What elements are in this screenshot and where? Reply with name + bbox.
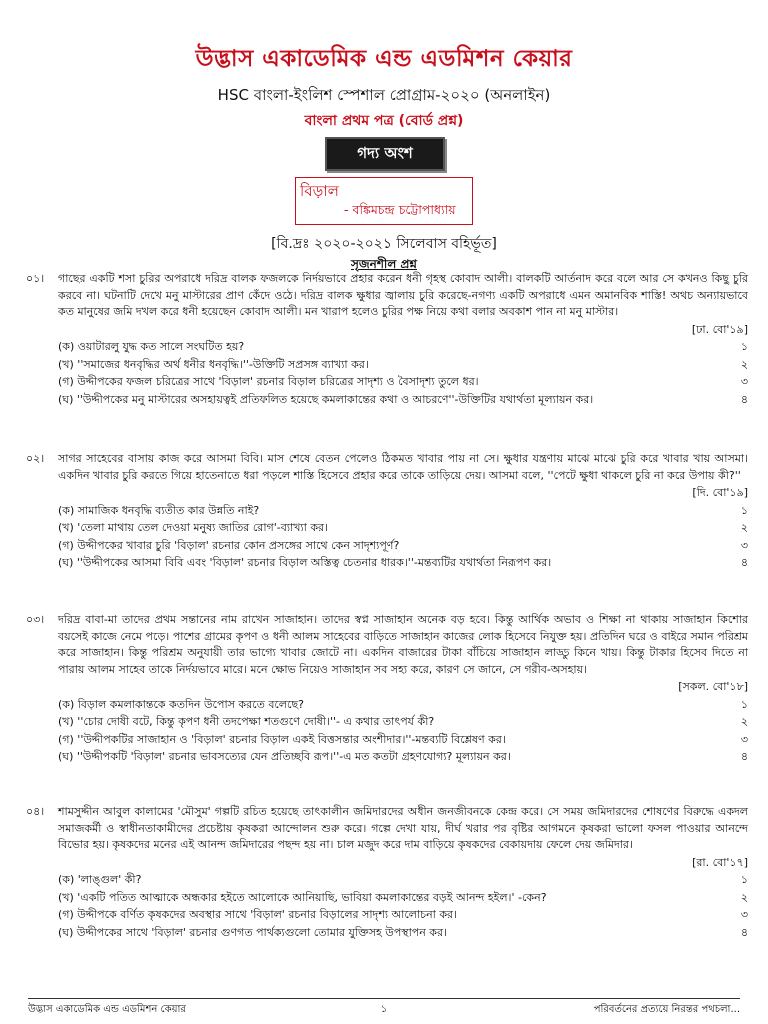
sub-question-text: (খ) 'তেলা মাথায় তেল দেওয়া মনুষ্য জাতির রোগ'-ব্যাখ্যা কর। <box>58 521 329 534</box>
sub-question-marks: ২ <box>740 521 748 534</box>
page-footer <box>28 998 740 1015</box>
sub-question <box>58 503 748 520</box>
sub-question-text: (খ) ''চোর দোষী বটে, কিন্তু কৃপণ ধনী তদপেক্ষা শতগুণে দোষী।''- এ কথার তাৎপর্য কী? <box>58 715 435 728</box>
sub-question <box>58 392 748 409</box>
sub-question-marks: ৩ <box>740 538 748 552</box>
program-subtitle: HSC বাংলা-ইংলিশ স্পেশাল প্রোগ্রাম-২০২০ (অনলাইন) <box>217 86 551 104</box>
sub-question-text: (ক) ওয়াটারলু যুদ্ধ কত সালে সংঘটিত হয়? <box>58 340 245 353</box>
sub-question-marks: ৪ <box>740 392 748 406</box>
creative-question-label: সৃজনশীল প্রশ্ন <box>351 257 417 271</box>
sub-question-text: (গ) উদ্দীপকের ফজল চরিত্রের সাথে 'বিড়াল' রচনার বিড়াল চরিত্রের সাদৃশ্য ও বৈসাদৃশ্য তুলে ধর। <box>58 375 479 388</box>
sub-question-text: (ক) বিড়াল কমলাকান্তকে কতদিন উপোস করতে বলেছে? <box>58 697 304 711</box>
question-source: [দি. বো'১৯] <box>692 486 748 499</box>
sub-question-text: (ঘ) উদ্দীপকের সাথে 'বিড়াল' রচনার গুণগত পার্থক্যগুলো তোমার যুক্তিসহ উপস্থাপন কর। <box>58 925 447 939</box>
sub-question-marks: ১ <box>740 340 748 353</box>
sub-question-marks: ১ <box>740 503 748 517</box>
question-1 <box>26 271 748 408</box>
sub-question-text: (ঘ) ''উদ্দীপকটি 'বিড়াল' রচনার ভাবসত্যের যেন প্রতিচ্ছবি রূপ।''-এ মত কতটা গ্রহণযোগ্য? মূল্যায়ন কর। <box>58 750 511 763</box>
section-badge: গদ্য অংশ <box>325 137 445 171</box>
sub-question <box>58 925 748 942</box>
page-number: ১ <box>380 1004 388 1015</box>
sub-question-marks: ৪ <box>740 925 748 939</box>
sub-question <box>58 555 748 572</box>
question-number: ০৪। <box>26 805 45 818</box>
sub-question-text: (গ) ''উদ্দীপকটির সাজাহান ও 'বিড়াল' রচনার বিড়াল একই বিত্তসন্তার অংশীদার।''-মন্তব্যটি বিশ্লেষণ কর। <box>58 732 506 746</box>
sub-question-marks: ৪ <box>740 556 748 569</box>
question-3 <box>26 612 748 766</box>
question-stem: শামসুদ্দীন আবুল কালামের 'মৌসুম' গল্পটি রচিত হয়েছে তাৎকালীন জমিদারদের অধীন জনজীবনকে কেন্দ্র করে। সে সময় জমিদারদের শোষণের বিরুদ্ধে একদল সমাজকর্মী ও স্বাধীনতাকামীদের প্রচেষ্টায় কৃষকরা আন্দোলন শুরু করে। গল্পে দেখা যায়, দীর্ঘ খরার পর বৃষ্টির আগমনে কৃষকরা ভালো ফসল পাওয়ার আনন্দে বিভোর হয়। কৃষকদের মনের এই আনন্দ জমিদারের পছন্দ হয় না। চাল মজুদ করে দাম বাড়িয়ে কৃষকদের বেকায়দায় ফেলে দেয় জমিদার। <box>58 805 748 851</box>
sub-question-marks: ৩ <box>740 732 748 746</box>
sub-question <box>58 339 748 356</box>
sub-question-marks: ১ <box>740 697 748 711</box>
sub-question-marks: ২ <box>740 357 748 371</box>
question-number: ০৩। <box>26 613 45 626</box>
sub-question-marks: ২ <box>740 715 748 728</box>
sub-question <box>58 907 748 924</box>
sub-question-marks: ৩ <box>740 908 748 921</box>
story-title: বিড়াল <box>300 182 339 200</box>
sub-question-text: (ঘ) ''উদ্দীপকের আসমা বিবি এবং 'বিড়াল' রচনার বিড়াল অস্তিত্ব চেতনার ধারক।''-মন্তব্যটির যথার্থতা নিরূপণ কর। <box>58 556 552 569</box>
sub-question-marks: ২ <box>740 890 748 904</box>
question-2 <box>26 451 748 572</box>
sub-question <box>58 697 748 714</box>
paper-title: বাংলা প্রথম পত্র (বোর্ড প্রশ্ন) <box>304 113 464 129</box>
sub-question <box>58 732 748 749</box>
sub-question-marks: ১ <box>740 873 748 886</box>
question-stem: সাগর সাহেবের বাসায় কাজ করে আসমা বিবি। মাস শেষে বেতন পেলেও ঠিকমত খাবার পায় না সে। ক্ষুধার যন্ত্রণায় মাঝে মাঝে চুরি করে খাবার খায় আসমা। একদিন খাবার চুরি করতে গিয়ে হাতেনাতে ধরা পড়লে শাস্তি হিসেবে প্রহার করে তাকে তাড়িয়ে দেয়। আসমা বলে, ''পেটে ক্ষুধা থাকলে চুরি না করে উপায় কী?'' <box>58 452 748 482</box>
sub-question <box>58 374 748 391</box>
question-number: ০২। <box>26 452 45 465</box>
sub-question-text: (ক) 'লাঙ্গুল' কী? <box>58 873 142 886</box>
sub-question-text: (ক) সামাজিক ধনবৃদ্ধি ব্যতীত কার উন্নতি নাই? <box>58 503 260 517</box>
question-source: [রা. বো'১৭] <box>692 855 748 869</box>
story-title-box <box>295 177 473 225</box>
sub-question <box>58 749 748 766</box>
story-author: - বঙ্কিমচন্দ্র চট্টোপাধ্যায় <box>344 202 456 217</box>
sub-question <box>58 538 748 555</box>
sub-question <box>58 714 748 731</box>
sub-question-text: (গ) উদ্দীপকের খাবার চুরি 'বিড়াল' রচনার কোন প্রসঙ্গের সাথে কেন সাদৃশ্যপূর্ণ? <box>58 538 400 552</box>
sub-question <box>58 520 748 537</box>
institution-title: উদ্ভাস একাডেমিক এন্ড এডমিশন কেয়ার <box>195 46 573 72</box>
question-stem: গাছের একটি শসা চুরির অপরাধে দরিদ্র বালক ফজলকে নির্দয়ভাবে প্রহার করেন ধনী গৃহস্থ কোবাদ আলী। বালকটি আর্তনাদ করে বলে আর সে কখনও কিছু চুরি করবে না। ঘটনাটি দেখে মনু মাস্টারের প্রাণ কেঁদে ওঠে। দরিদ্র বালক ক্ষুধার জ্বালায় চুরি করেছে-নগণ্য একটি অপরাধে এমন অমানবিক শাস্তি! অথচ অন্যায়ভাবে কত মানুষের জমি দখল করে ধনী হয়েছেন কোবাদ আলী। মন খারাপ হলেও চুরির পক্ষ নিয়ে কথা বলার অবকাশ পান না মনু মাস্টার। <box>58 272 748 318</box>
sub-question-text: (গ) উদ্দীপকে বর্ণিত কৃষকদের অবস্থার সাথে 'বিড়াল' রচনার বিড়ালের সাদৃশ্য আলোচনা কর। <box>58 908 458 921</box>
sub-question-marks: ৩ <box>740 375 748 388</box>
question-source: [ঢা. বো'১৯] <box>691 322 748 336</box>
footer-institution: উদ্ভাস একাডেমিক এন্ড এডমিশন কেয়ার <box>28 1004 186 1015</box>
sub-question <box>58 357 748 374</box>
sub-question-marks: ৪ <box>740 750 748 763</box>
question-stem: দরিদ্র বাবা-মা তাদের প্রথম সন্তানের নাম রাখেন সাজাহান। তাদের স্বপ্ন সাজাহান অনেক বড় হবে। কিন্তু আর্থিক অভাব ও শিক্ষা না থাকায় সাজাহান কিশোর বয়সেই কাজে নেমে পড়ে। পাশের গ্রামের কৃপণ ও ধনী আলম সাহেবের বাড়িতে সাজাহান কাজের লোক হিসেবে নিযুক্ত হয়। প্রতিদিন ঘরে ও বাইরে সমান পরিশ্রম করে সাজাহান। কিন্তু পরিশ্রম অনুযায়ী তার ভাগ্যে খাবার জোটে না। একদিন বাজারের টাকা বাঁচিয়ে সাজাহান লাড্ডু কিনে খায়। কিন্তু টাকার হিসেব দিতে না পারায় আলম সাহেব তাকে নির্দয়ভাবে মারে। মনে ক্ষোভ নিয়েও সাজাহান সব সহ্য করে, কারণ সে জানে, সে গরীব-অসহায়। <box>58 613 748 676</box>
sub-question <box>58 890 748 907</box>
sub-question-text: (ঘ) ''উদ্দীপকের মনু মাস্টারের অসহায়ত্বই প্রতিফলিত হয়েছে কমলাকান্তের কথা ও আচরণে''-উক্তিটির যথার্থতা মূল্যায়ন কর। <box>58 392 594 406</box>
sub-question-text: (খ) 'একটি পতিত আত্মাকে অন্ধকার হইতে আলোকে আনিয়াছি, ভাবিয়া কমলাকান্তের বড়ই আনন্দ হইল।' -কেন? <box>58 890 547 904</box>
footer-tagline: পরিবর্তনের প্রত্যয়ে নিরন্তর পথচলা... <box>593 1004 740 1015</box>
question-4 <box>26 804 748 941</box>
question-number: ০১। <box>26 272 45 285</box>
syllabus-note: [বি.দ্রঃ ২০২০-২০২১ সিলেবাস বহির্ভূত] <box>271 236 497 252</box>
question-source: [সকল. বো'১৮] <box>678 680 748 693</box>
sub-question-text: (খ) ''সমাজের ধনবৃদ্ধির অর্থ ধনীর ধনবৃদ্ধি।''-উক্তিটি সপ্রসঙ্গ ব্যাখ্যা কর। <box>58 357 369 371</box>
sub-question <box>58 872 748 889</box>
